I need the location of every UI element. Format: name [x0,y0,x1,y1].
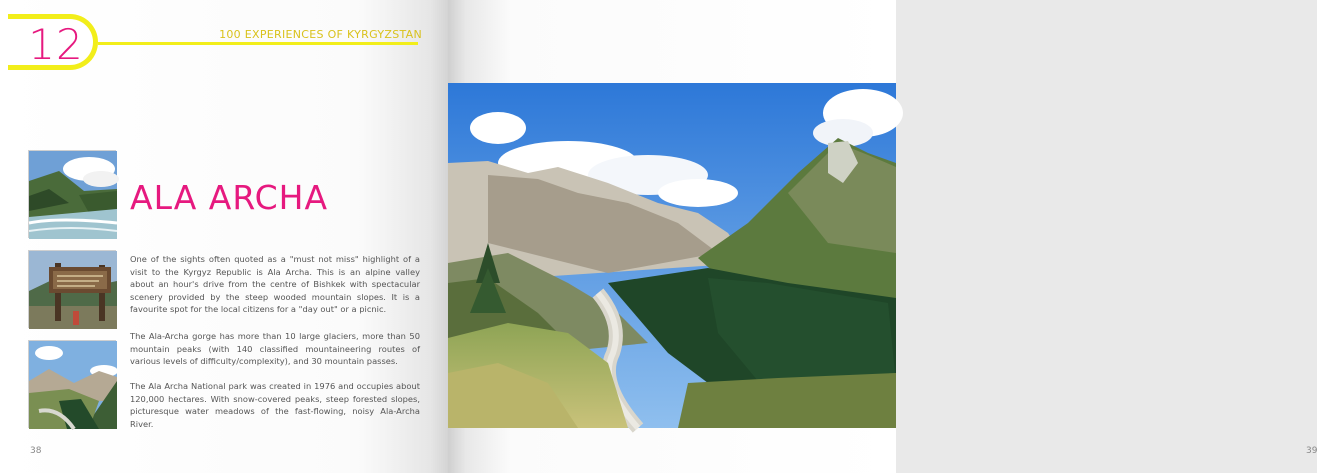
paragraph-glaciers: The Ala-Archa gorge has more than 10 large glaciers, more than 50 mountain peaks (with 140 classified mountaineering routes of various levels of difficulty/complexity), and 30 mountain passes. [130,331,420,366]
thumbnail-valley-photo [28,340,116,428]
thumbnail-river-photo [28,150,116,238]
thumbnail-park-sign-photo [28,250,116,328]
series-title: 100 EXPERIENCES OF KYRGYZSTAN [219,28,422,41]
page-number-right: 39 [1306,446,1317,456]
paragraph-intro: One of the sights often quoted as a "must not miss" highlight of a visit to the Kyrgyz Republic is Ala Archa. This is an alpine valley about an hour's drive from the centre of Bishkek with spectacular scenery provided by the steep wooded mountain slopes. It is a favourite spot for the local citizens for a "day out" or a picnic. [130,254,420,314]
chapter-number: 12 [28,20,84,69]
article-title: ALA ARCHA [130,178,329,217]
page-number-left: 38 [30,446,42,456]
left-page [0,0,448,473]
header-rule [98,42,418,45]
valley-landscape-photo [448,83,896,428]
paragraph-national-park: The Ala Archa National park was created in 1976 and occupies about 120,000 hectares. With snow-covered peaks, steep forested slopes, picturesque water meadows of the fast-flowing, noisy Ala-Archa River. [130,381,420,429]
